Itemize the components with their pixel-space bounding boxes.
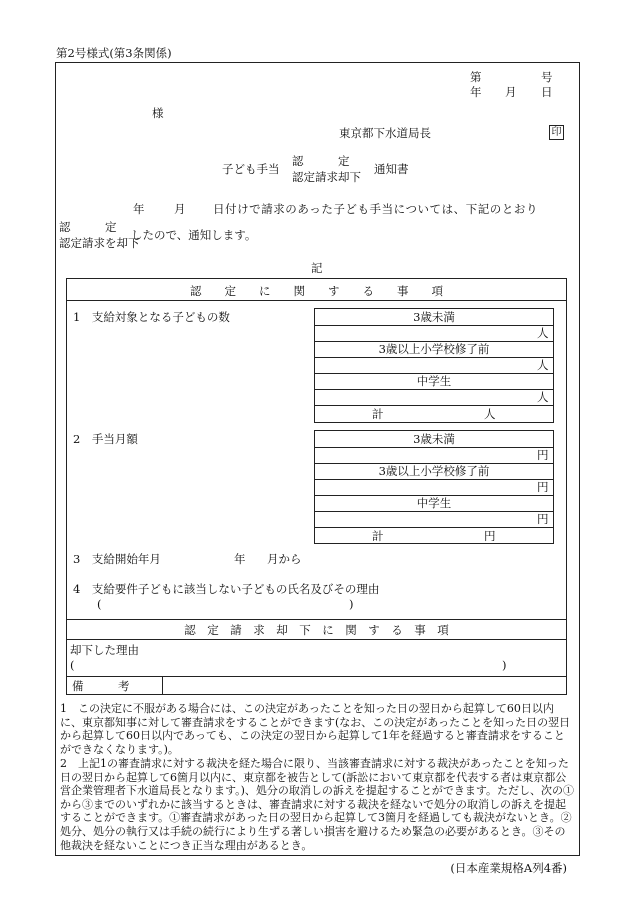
addressee-suffix: 様 [152,106,164,120]
note-2: 2 上記1の審査請求に対する裁決を経た場合に限り、当該審査請求に対する裁決があったことを知った日の翌日から起算して6箇月以内に、東京都を被告として(訴訟において東京都を代表する者は東京都公営企業管理者下水道局長となります。)、処分の取消しの訴えを提起することができます。ただし、次の①から③までのいずれかに該当するときは、審査請求に対する裁決を経ないで処分の取消しの訴えを提起することができます。①審査請求があった日の翌日から起算して3箇月を経過しても裁決がないとき。②処分、処分の執行又は手続の続行により生ずる著しい損害を避けるため緊急の必要があるとき。③その他裁決を経ないことにつき正当な理由があるとき。 [60,757,575,852]
item2-row2-unit: 円 [537,480,549,494]
title-option-kyakka: 認定請求却下 [292,170,361,184]
item4-open-paren: ( [97,597,102,611]
row-divider [314,405,554,406]
item2-row3-label: 中学生 [416,496,452,510]
item1-row3-label: 中学生 [416,374,452,388]
issuer: 東京都下水道局長 [339,126,431,140]
item3-nen: 年 [234,552,246,566]
go-label: 号 [541,70,553,84]
item1-total-label: 計 [372,407,384,421]
item1-row1-unit: 人 [537,326,549,340]
intro-line1: 日付けで請求のあった子ども手当については、下記のとおり [213,202,539,216]
item1-row3-unit: 人 [537,390,549,404]
row-divider [314,479,554,480]
divider [66,676,567,677]
divider [66,639,567,640]
item1-row2-unit: 人 [537,358,549,372]
row-divider [314,527,554,528]
intro-tsuki: 月 [174,202,186,216]
item2-row2-label: 3歳以上小学校修了前 [378,464,490,478]
seal-mark: 印 [549,125,564,140]
form-id: 第2号様式(第3条関係) [56,46,172,60]
intro-nen: 年 [133,202,145,216]
intro-option-kyakka: 認定請求を却下 [59,236,140,250]
kyakka-reason-label: 却下した理由 [70,643,139,657]
item2-row3-unit: 円 [537,512,549,526]
footer-standard: (日本産業規格A列4番) [450,861,567,875]
kyakka-close-paren: ) [502,658,507,672]
kyakka-header: 認 定 請 求 却 下 に 関 す る 事 項 [184,623,449,637]
row-divider [314,447,554,448]
item2-total-unit: 円 [484,529,496,543]
kyakka-open-paren: ( [70,658,75,672]
item3-label: 3 支給開始年月 [73,552,161,566]
item1-label: 1 支給対象となる子どもの数 [73,310,230,324]
dai-label: 第 [470,70,482,84]
item2-total-label: 計 [372,529,384,543]
row-divider [314,357,554,358]
item4-label: 4 支給要件子どもに該当しない子どもの氏名及びその理由 [73,582,380,596]
hi-label: 日 [541,85,553,99]
tsuki-label: 月 [505,85,517,99]
title-option-nintei: 認 定 [292,154,350,168]
intro-line2: したので、通知します。 [131,228,257,242]
title-suffix: 通知書 [374,162,409,176]
bikou-label: 備 考 [72,679,130,693]
title-prefix: 子ども手当 [222,162,280,176]
item2-label: 2 手当月額 [73,432,138,446]
item2-row1-label: 3歳未満 [413,432,455,446]
item1-total-unit: 人 [484,407,496,421]
bikou-divider [162,676,163,695]
divider [66,619,567,620]
note-1: 1 この決定に不服がある場合には、この決定があったことを知った日の翌日から起算して60日以内に、東京都知事に対して審査請求をすることができます(なお、この決定があったことを知った日の翌日から起算して60日以内であっても、この決定の翌日から起算して1年を経過すると審査請求をすることができなくなります。)。 [60,702,571,756]
nen-label: 年 [470,85,482,99]
item4-close-paren: ) [349,597,354,611]
row-divider [314,389,554,390]
item2-row1-unit: 円 [537,448,549,462]
ki-label: 記 [311,261,323,275]
item1-row1-label: 3歳未満 [413,310,455,324]
item3-tail: 月から [267,552,302,566]
divider [66,300,567,301]
nintei-header: 認 定 に 関 す る 事 項 [190,284,443,298]
item1-row2-label: 3歳以上小学校修了前 [378,342,490,356]
row-divider [314,325,554,326]
row-divider [314,511,554,512]
intro-option-nintei: 認 定 [59,220,117,234]
